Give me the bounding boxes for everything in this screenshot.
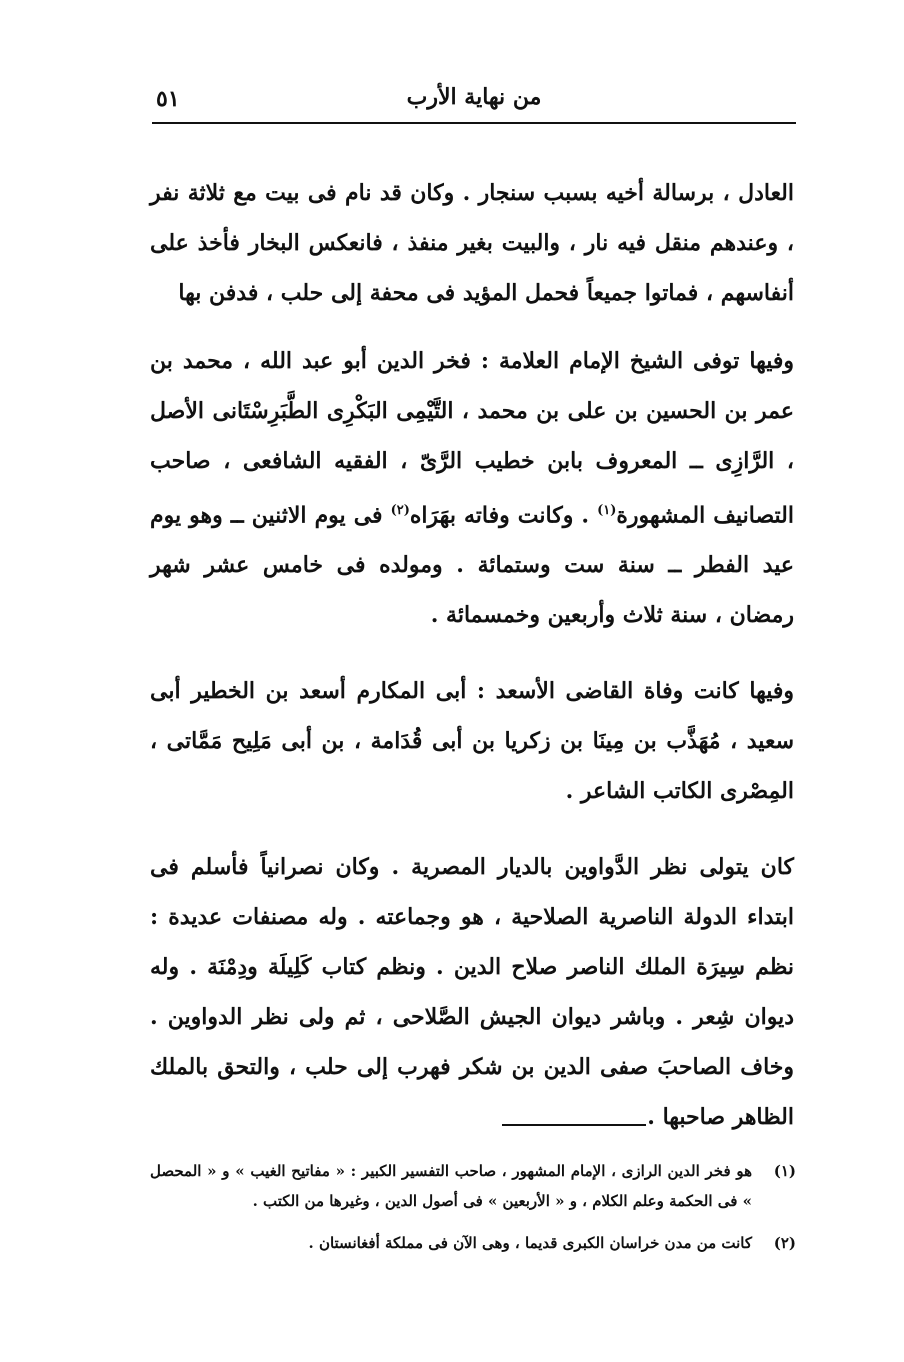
footnote-number: (٢) <box>773 1234 796 1252</box>
footnote-number: (١) <box>773 1162 796 1180</box>
paragraph-2 <box>150 336 794 640</box>
footnote-text: كانت من مدن خراسان الكبرى قديما ، وهى الآن فى مملكة أفغانستان . <box>308 1234 752 1252</box>
header-rule <box>152 122 796 124</box>
page-number: ٥١ <box>156 86 180 112</box>
page-header <box>152 78 796 118</box>
paragraph-1: العادل ، برسالة أخيه بسبب سنجار . وكان قد نام فى بيت مع ثلاثة نفر ، وعندهم منقل فيه نار ، والبيت بغير منفذ ، فانعكس البخار فأخذ على أنفاسهم ، فماتوا جميعاً فحمل المؤيد فى محفة إلى حلب ، فدفن بها <box>150 180 794 306</box>
main-text <box>150 168 794 1168</box>
footnote-separator <box>502 1124 646 1126</box>
paragraph-4: كان يتولى نظر الدَّواوين بالديار المصرية . وكان نصرانياً فأسلم فى ابتداء الدولة الناصرية الصلاحية ، هو وجماعته . وله مصنفات عديدة : نظم سِيرَة الملك الناصر صلاح الدين . ونظم كتاب كَلِيلَة ودِمْنَة . وله ديوان شِعر . وباشر ديوان الجيش الصَّلاحى ، ثم ولى نظر الدواوين . وخاف الصاحبَ صفى الدين بن شكر فهرب إلى حلب ، والتحق بالملك الظاهر صاحبها . <box>150 854 794 1131</box>
footnote-text: هو فخر الدين الرازى ، الإمام المشهور ، صاحب التفسير الكبير : « مفاتيح الغيب » و « المحصل » فى الحكمة وعلم الكلام ، و « الأربعين » فى أصول الدين ، وغيرها من الكتب . <box>150 1162 752 1210</box>
paragraph-3: وفيها كانت وفاة القاضى الأسعد : أبى المكارم أسعد بن الخطير أبى سعيد ، مُهَذَّب بن مِينَا بن زكريا بن أبى قُدَامة ، بن أبى مَلِيح مَمَّاتى ، المِصْرى الكاتب الشاعر . <box>150 678 794 805</box>
footnote-ref-2: (٢) <box>390 503 410 518</box>
footnote-ref-1: (١) <box>597 503 617 518</box>
footnotes <box>150 1156 796 1270</box>
running-title: من نهاية الأرب <box>406 84 542 110</box>
paragraph-2-mid: . وكانت وفاته بهَرَاه <box>409 502 598 529</box>
paragraph-2-start: وفيها توفى الشيخ الإمام العلامة : فخر الدين أبو عبد الله ، محمد بن عمر بن الحسين بن على بن محمد ، التَّيْمِى البَكْرِى الطَّبَرِسْتَانى الأصل ، الرَّازِى ــ المعروف بابن خطيب الرَّىّ ، الفقيه الشافعى ، صاحب التصانيف المشهورة <box>150 348 794 529</box>
footnote-2 <box>150 1228 796 1258</box>
footnote-1 <box>150 1156 796 1216</box>
paragraph-2-end: فى يوم الاثنين ــ وهو يوم عيد الفطر ــ سنة ست وستمائة . ومولده فى خامس عشر شهر رمضان ، سنة ثلاث وأربعين وخمسمائة . <box>150 502 794 629</box>
